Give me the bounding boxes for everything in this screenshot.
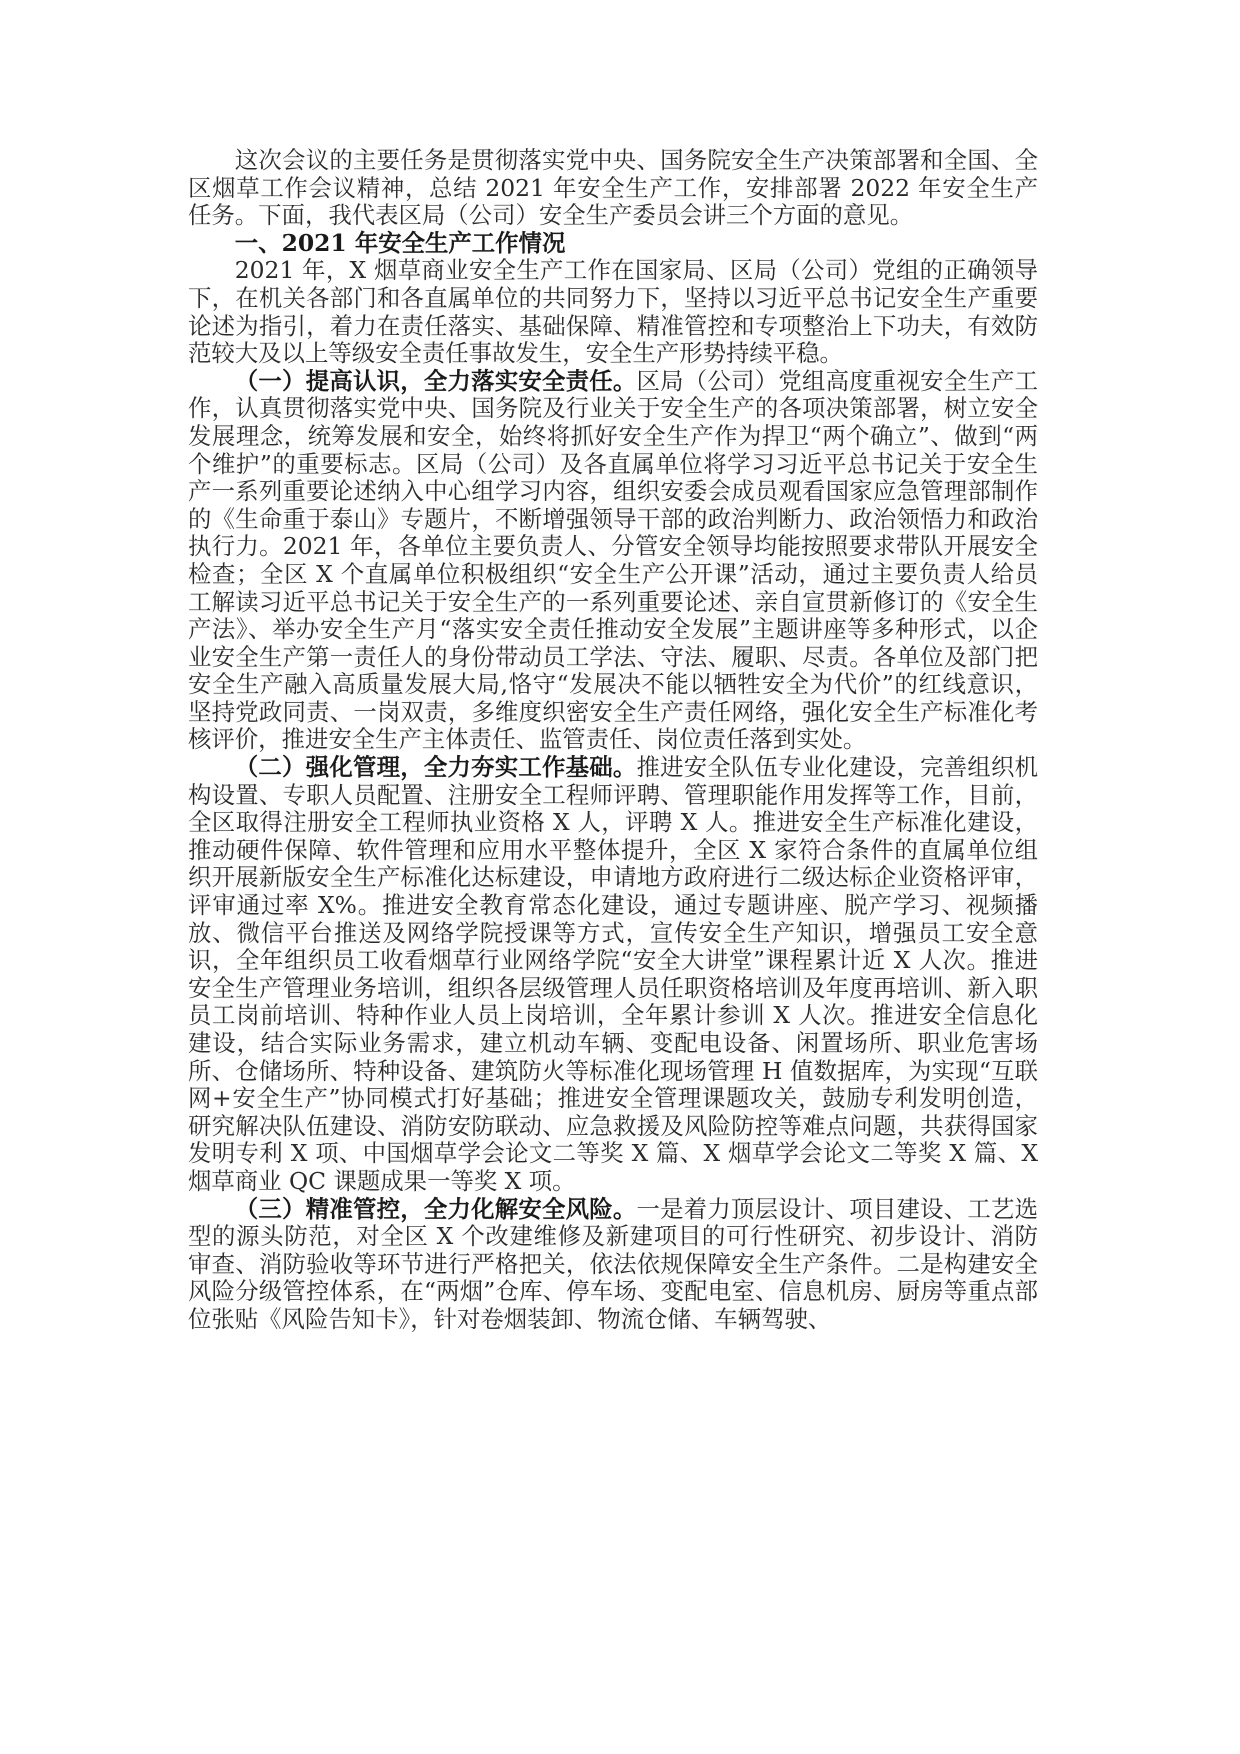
subsection-2-paragraph [188, 754, 1038, 1196]
section-summary-paragraph: 2021 年，X 烟草商业安全生产工作在国家局、区局（公司）党组的正确领导下，在机关各部门和各直属单位的共同努力下，坚持以习近平总书记安全生产重要论述为指引，着力在责任落实、基础保障、精准管控和专项整治上下功夫，有效防范较大及以上等级安全责任事故发生，安全生产形势持续平稳。 [188, 256, 1038, 368]
subsection-1-title: （一）提高认识，全力落实安全责任。 [234, 366, 637, 395]
subsection-2-body: 推进安全队伍专业化建设，完善组织机构设置、专职人员配置、注册安全工程师评聘、管理职能作用发挥等工作，目前，全区取得注册安全工程师执业资格 X 人，评聘 X 人。推进安全生产标准化建设，推动硬件保障、软件管理和应用水平整体提升，全区 X 家符合条件的直属单位组织开展新版安全生产标准化达标建设，申请地方政府进行二级达标企业资格评审，评审通过率 X%。推进安全教育常态化建设，通过专题讲座、脱产学习、视频播放、微信平台推送及网络学院授课等方式，宣传安全生产知识，增强员工安全意识，全年组织员工收看烟草行业网络学院“安全大讲堂”课程累计近 X 人次。推进安全生产管理业务培训，组织各层级管理人员任职资格培训及年度再培训、新入职员工岗前培训、特种作业人员上岗培训，全年累计参训 X 人次。推进安全信息化建设，结合实际业务需求，建立机动车辆、变配电设备、闲置场所、职业危害场所、仓储场所、特种设备、建筑防火等标准化现场管理 H 值数据库，为实现“互联网+安全生产”协同模式打好基础；推进安全管理课题攻关，鼓励专利发明创造，研究解决队伍建设、消防安防联动、应急救援及风险防控等难点问题，共获得国家发明专利 X 项、中国烟草学会论文二等奖 X 篇、X 烟草学会论文二等奖 X 篇、X 烟草商业 QC 课题成果一等奖 X 项。 [188, 753, 1039, 1195]
intro-paragraph: 这次会议的主要任务是贯彻落实党中央、国务院安全生产决策部署和全国、全区烟草工作会议精神，总结 2021 年安全生产工作，安排部署 2022 年安全生产任务。下面，我代表区局（公司）安全生产委员会讲三个方面的意见。 [188, 146, 1038, 230]
section-heading: 一、2021 年安全生产工作情况 [234, 228, 566, 257]
subsection-3-paragraph [188, 1196, 1038, 1334]
subsection-1-paragraph [188, 368, 1038, 754]
subsection-1-body: 区局（公司）党组高度重视安全生产工作，认真贯彻落实党中央、国务院及行业关于安全生产的各项决策部署，树立安全发展理念，统筹发展和安全，始终将抓好安全生产作为捍卫“两个确立”、做到“两个维护”的重要标志。区局（公司）及各直属单位将学习习近平总书记关于安全生产一系列重要论述纳入中心组学习内容，组织安委会成员观看国家应急管理部制作的《生命重于泰山》专题片，不断增强领导干部的政治判断力、政治领悟力和政治执行力。2021 年，各单位主要负责人、分管安全领导均能按照要求带队开展安全检查；全区 X 个直属单位积极组织“安全生产公开课”活动，通过主要负责人给员工解读习近平总书记关于安全生产的一系列重要论述、亲自宣贯新修订的《安全生产法》、举办安全生产月“落实安全责任推动安全发展”主题讲座等多种形式，以企业安全生产第一责任人的身份带动员工学法、守法、履职、尽责。各单位及部门把安全生产融入高质量发展大局,恪守“发展决不能以牺牲安全为代价”的红线意识，坚持党政同责、一岗双责，多维度织密安全生产责任网络，强化安全生产标准化考核评价，推进安全生产主体责任、监管责任、岗位责任落到实处。 [188, 366, 1039, 754]
subsection-3-body: 一是着力顶层设计、项目建设、工艺选型的源头防范，对全区 X 个改建维修及新建项目的可行性研究、初步设计、消防审查、消防验收等环节进行严格把关，依法依规保障安全生产条件。二是构建安全风险分级管控体系，在“两烟”仓库、停车场、变配电室、信息机房、厨房等重点部位张贴《风险告知卡》，针对卷烟装卸、物流仓储、车辆驾驶、 [188, 1194, 1039, 1333]
document-page [188, 147, 1038, 1334]
subsection-2-title: （二）强化管理，全力夯实工作基础。 [234, 753, 637, 782]
subsection-3-title: （三）精准管控，全力化解安全风险。 [234, 1194, 637, 1223]
